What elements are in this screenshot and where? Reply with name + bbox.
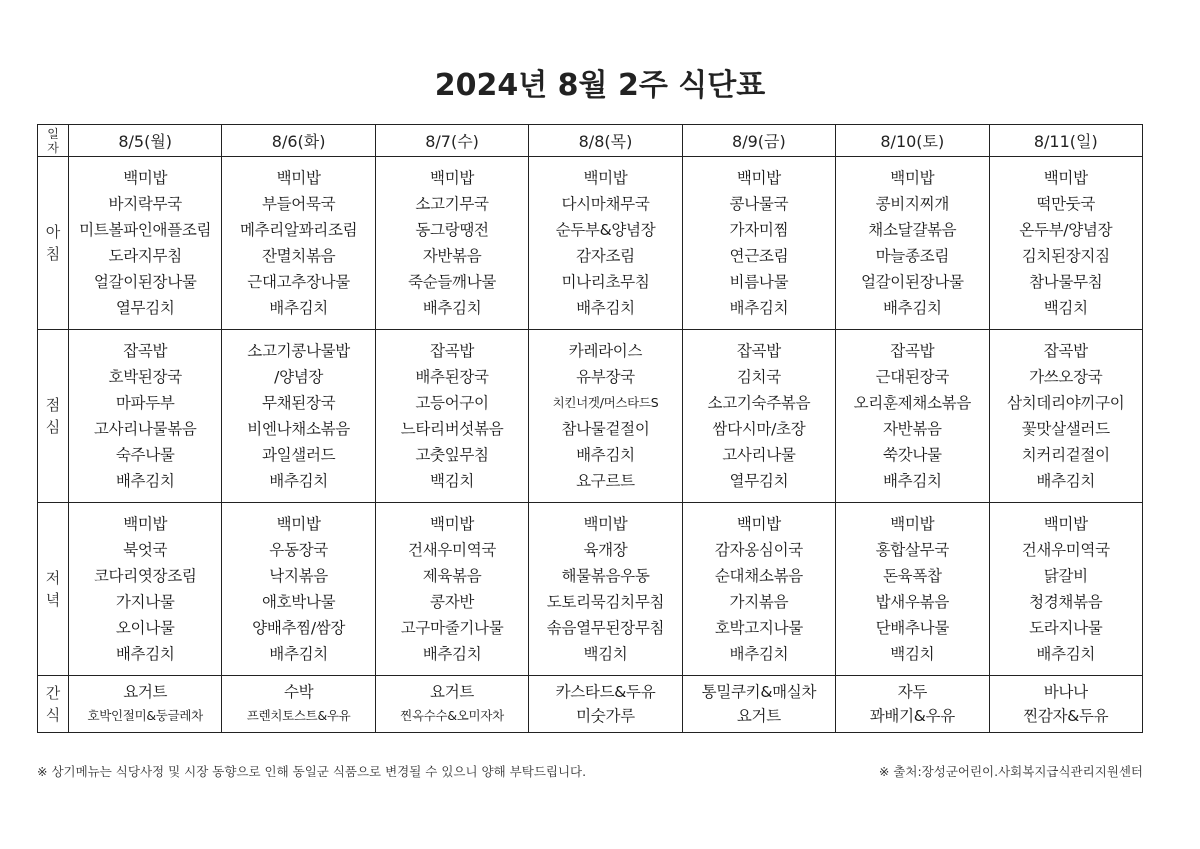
day-header: 8/11(일) xyxy=(989,125,1142,157)
menu-item: 잡곡밥 xyxy=(123,342,168,360)
day-menu-cell xyxy=(529,676,682,733)
menu-item: 고사리나물 xyxy=(722,446,796,464)
menu-item: 요거트 xyxy=(736,707,781,725)
menu-item: 콩비지찌개 xyxy=(875,195,949,213)
menu-list xyxy=(683,338,835,494)
menu-item: 꽃맛살샐러드 xyxy=(1021,420,1110,438)
day-menu-cell xyxy=(69,330,222,503)
menu-item: 콩자반 xyxy=(430,593,475,611)
day-header: 8/9(금) xyxy=(682,125,835,157)
menu-item: 육개장 xyxy=(583,541,628,559)
menu-item: 감자옹심이국 xyxy=(714,541,803,559)
menu-item: 프렌치토스트&우유 xyxy=(246,708,351,723)
meal-label-char: 침 xyxy=(45,245,61,263)
menu-item: 미나리초무침 xyxy=(561,273,650,291)
menu-item: 동그랑땡전 xyxy=(415,221,489,239)
meal-label-char: 간 xyxy=(45,684,61,702)
menu-item: 쌈다시마/초장 xyxy=(712,420,806,438)
meal-label-char: 점 xyxy=(45,396,61,414)
menu-item: 호박고지나물 xyxy=(714,619,803,637)
menu-item: 잡곡밥 xyxy=(430,342,475,360)
menu-item: 찐옥수수&오미자차 xyxy=(400,708,504,723)
menu-item: 도라지무침 xyxy=(108,247,182,265)
menu-item: 우동장국 xyxy=(269,541,328,559)
menu-item: 호박인절미&둥글레차 xyxy=(87,708,203,723)
menu-item: 백미밥 xyxy=(430,169,475,187)
menu-item: 유부장국 xyxy=(576,368,635,386)
menu-item: 코다리엿장조림 xyxy=(93,567,197,585)
menu-item: 얼갈이된장나물 xyxy=(860,273,964,291)
day-menu-cell xyxy=(69,676,222,733)
menu-item: 배추김치 xyxy=(269,472,328,490)
menu-item: 김치국 xyxy=(736,368,781,386)
menu-list xyxy=(376,511,528,667)
menu-item: 꽈배기&우유 xyxy=(869,707,955,725)
menu-list xyxy=(222,338,374,494)
day-menu-cell xyxy=(836,330,989,503)
menu-item: 죽순들깨나물 xyxy=(408,273,497,291)
menu-list xyxy=(376,165,528,321)
menu-item: 근대된장국 xyxy=(875,368,949,386)
menu-item: 백미밥 xyxy=(430,515,475,533)
menu-item: 치킨너겟/머스타드S xyxy=(552,395,659,410)
day-menu-cell xyxy=(989,503,1142,676)
day-menu-cell xyxy=(836,503,989,676)
day-menu-cell xyxy=(375,503,528,676)
menu-item: 백미밥 xyxy=(736,515,781,533)
meal-label-char: 심 xyxy=(45,418,61,436)
menu-item: 가지볶음 xyxy=(729,593,789,611)
menu-item: 단배추나물 xyxy=(875,619,949,637)
day-menu-cell xyxy=(529,330,682,503)
menu-item: 잔멸치볶음 xyxy=(261,247,336,265)
menu-item: 순대채소볶음 xyxy=(714,567,803,585)
meal-label-char: 식 xyxy=(45,706,61,724)
menu-item: 배추김치 xyxy=(422,299,482,317)
menu-list xyxy=(836,511,988,667)
menu-item: 가지나물 xyxy=(115,593,175,611)
menu-item: 삼치데리야끼구이 xyxy=(1007,394,1125,412)
day-menu-cell xyxy=(69,157,222,330)
day-menu-cell xyxy=(375,676,528,733)
menu-item: 건새우미역국 xyxy=(1021,541,1110,559)
menu-item: 소고기콩나물밥 xyxy=(247,342,350,360)
menu-item: 열무김치 xyxy=(115,299,175,317)
menu-list xyxy=(683,511,835,667)
meal-label-char: 녁 xyxy=(45,591,61,609)
menu-item: 미트볼파인애플조림 xyxy=(79,221,212,239)
menu-list xyxy=(990,338,1142,494)
menu-item: 가자미찜 xyxy=(729,221,789,239)
day-header: 8/7(수) xyxy=(375,125,528,157)
menu-item: 양배추찜/쌈장 xyxy=(252,619,346,637)
menu-item: 소고기숙주볶음 xyxy=(707,394,811,412)
meal-row xyxy=(38,157,1143,330)
menu-item: 열무김치 xyxy=(729,472,789,490)
menu-list xyxy=(836,165,988,321)
day-menu-cell xyxy=(529,157,682,330)
footer-source: ※ 출처:장성군어린이.사회복지급식관리지원센터 xyxy=(878,764,1143,779)
menu-list xyxy=(69,680,221,728)
menu-item: 근대고추장나물 xyxy=(247,273,350,291)
menu-item: 콩나물국 xyxy=(729,195,789,213)
day-menu-cell xyxy=(69,503,222,676)
menu-item: 백미밥 xyxy=(123,169,168,187)
menu-item: 백미밥 xyxy=(123,515,168,533)
meal-label xyxy=(38,330,69,503)
day-menu-cell xyxy=(222,676,375,733)
date-header-label-line: 자 xyxy=(47,140,59,155)
menu-item: 밥새우볶음 xyxy=(875,593,949,611)
menu-item: 과일샐러드 xyxy=(261,446,336,464)
day-menu-cell xyxy=(682,503,835,676)
menu-item: 홍합살무국 xyxy=(875,541,949,559)
meal-plan-table xyxy=(37,124,1143,733)
menu-item: 백미밥 xyxy=(276,169,321,187)
menu-item: 찐감자&두유 xyxy=(1023,707,1109,725)
menu-item: 순두부&양념장 xyxy=(555,221,656,239)
menu-item: 비엔나채소볶음 xyxy=(247,420,350,438)
menu-item: 오이나물 xyxy=(115,619,175,637)
menu-item: 요거트 xyxy=(123,683,168,701)
day-menu-cell xyxy=(222,330,375,503)
menu-item: 배추김치 xyxy=(269,645,328,663)
menu-list xyxy=(836,338,988,494)
menu-item: 백김치 xyxy=(1043,299,1088,317)
menu-item: 감자조림 xyxy=(576,247,635,265)
menu-item: 비름나물 xyxy=(729,273,789,291)
day-header: 8/10(토) xyxy=(836,125,989,157)
menu-item: 요거트 xyxy=(430,683,475,701)
menu-item: 백김치 xyxy=(430,472,475,490)
day-menu-cell xyxy=(989,676,1142,733)
menu-item: 김치된장지짐 xyxy=(1021,247,1110,265)
menu-item: 무채된장국 xyxy=(261,394,336,412)
menu-item: 떡만둣국 xyxy=(1036,195,1096,213)
menu-item: 배추김치 xyxy=(1036,645,1096,663)
date-header-label xyxy=(38,125,69,157)
menu-item: 다시마채무국 xyxy=(561,195,650,213)
day-menu-cell xyxy=(222,157,375,330)
menu-item: 백김치 xyxy=(890,645,935,663)
menu-item: 통밀쿠키&매실차 xyxy=(701,683,817,701)
menu-item: 바지락무국 xyxy=(108,195,182,213)
menu-item: 바나나 xyxy=(1043,683,1088,701)
day-menu-cell xyxy=(989,330,1142,503)
menu-item: 백미밥 xyxy=(890,515,935,533)
menu-item: 백미밥 xyxy=(1043,515,1088,533)
day-menu-cell xyxy=(682,330,835,503)
menu-list xyxy=(222,511,374,667)
menu-item: 카레라이스 xyxy=(568,342,643,360)
day-menu-cell xyxy=(682,157,835,330)
day-header: 8/5(월) xyxy=(69,125,222,157)
menu-item: 채소달걀볶음 xyxy=(868,221,957,239)
meal-label xyxy=(38,676,69,733)
menu-item: 고구마줄기나물 xyxy=(400,619,504,637)
menu-list xyxy=(222,165,374,321)
menu-item: 숙주나물 xyxy=(115,446,175,464)
menu-item: 쑥갓나물 xyxy=(882,446,942,464)
menu-list xyxy=(69,511,221,667)
menu-item: 부들어묵국 xyxy=(261,195,336,213)
menu-item: 잡곡밥 xyxy=(1043,342,1088,360)
day-menu-cell xyxy=(989,157,1142,330)
menu-item: 고춧잎무침 xyxy=(415,446,489,464)
menu-item: 백미밥 xyxy=(583,515,628,533)
menu-item: 카스타드&두유 xyxy=(555,683,656,701)
menu-list xyxy=(683,680,835,728)
menu-list xyxy=(990,165,1142,321)
menu-item: 소고기무국 xyxy=(415,195,489,213)
menu-item: 연근조림 xyxy=(729,247,789,265)
date-header-label-line: 일 xyxy=(47,126,59,141)
menu-item: 고사리나물볶음 xyxy=(93,420,197,438)
menu-item: 배추김치 xyxy=(269,299,328,317)
menu-item: 배추김치 xyxy=(115,472,175,490)
menu-item: 북엇국 xyxy=(123,541,168,559)
menu-item: 온두부/양념장 xyxy=(1019,221,1113,239)
menu-item: 자두 xyxy=(897,683,927,701)
meal-row xyxy=(38,676,1143,733)
menu-item: 배추김치 xyxy=(115,645,175,663)
menu-item: 건새우미역국 xyxy=(408,541,497,559)
day-menu-cell xyxy=(836,676,989,733)
menu-item: 고등어구이 xyxy=(415,394,489,412)
menu-item: 마파두부 xyxy=(115,394,175,412)
menu-item: 참나물무침 xyxy=(1029,273,1103,291)
menu-item: 메추리알꽈리조림 xyxy=(239,221,358,239)
menu-item: 배추김치 xyxy=(882,299,942,317)
menu-item: 낙지볶음 xyxy=(269,567,328,585)
menu-item: 백미밥 xyxy=(1043,169,1088,187)
menu-list xyxy=(69,165,221,321)
meal-label xyxy=(38,157,69,330)
menu-item: 백김치 xyxy=(583,645,628,663)
menu-item: 배추김치 xyxy=(576,299,635,317)
menu-item: 가쓰오장국 xyxy=(1029,368,1103,386)
day-menu-cell xyxy=(375,330,528,503)
menu-item: 자반볶음 xyxy=(422,247,482,265)
menu-item: 자반볶음 xyxy=(882,420,942,438)
menu-item: 수박 xyxy=(283,683,314,701)
page-title: 2024년 8월 2주 식단표 xyxy=(434,68,766,103)
meal-row xyxy=(38,330,1143,503)
menu-item: 오리훈제채소볶음 xyxy=(853,394,972,412)
menu-item: 미숫가루 xyxy=(576,707,635,725)
menu-item: 백미밥 xyxy=(890,169,935,187)
day-header: 8/8(목) xyxy=(529,125,682,157)
menu-item: 배추김치 xyxy=(882,472,942,490)
date-header-row xyxy=(38,125,1143,157)
menu-list xyxy=(376,338,528,494)
menu-list xyxy=(529,511,681,667)
menu-item: 제육볶음 xyxy=(422,567,482,585)
meal-label-char: 저 xyxy=(45,569,61,587)
menu-item: 얼갈이된장나물 xyxy=(93,273,197,291)
menu-item: 배추된장국 xyxy=(415,368,489,386)
menu-list xyxy=(836,680,988,728)
menu-list xyxy=(683,165,835,321)
menu-item: 요구르트 xyxy=(576,472,635,490)
day-menu-cell xyxy=(375,157,528,330)
menu-item: 잡곡밥 xyxy=(890,342,935,360)
menu-item: 배추김치 xyxy=(729,645,789,663)
meal-label xyxy=(38,503,69,676)
menu-list xyxy=(990,680,1142,728)
day-menu-cell xyxy=(682,676,835,733)
menu-item: 느타리버섯볶음 xyxy=(400,420,504,438)
menu-item: 솎음열무된장무침 xyxy=(546,619,665,637)
menu-list xyxy=(990,511,1142,667)
menu-item: 도라지나물 xyxy=(1029,619,1103,637)
meal-label-char: 아 xyxy=(45,223,61,241)
menu-item: 참나물겉절이 xyxy=(561,420,650,438)
menu-item: 잡곡밥 xyxy=(736,342,781,360)
day-menu-cell xyxy=(222,503,375,676)
menu-item: 해물볶음우동 xyxy=(561,567,650,585)
menu-item: 치커리겉절이 xyxy=(1021,446,1110,464)
menu-item: 배추김치 xyxy=(1036,472,1096,490)
day-header: 8/6(화) xyxy=(222,125,375,157)
footer-note: ※ 상기메뉴는 식당사정 및 시장 동향으로 인해 동일군 식품으로 변경될 수 있으니 양해 부탁드립니다. xyxy=(37,764,587,779)
menu-item: 청경채볶음 xyxy=(1029,593,1103,611)
menu-item: /양념장 xyxy=(274,368,324,386)
menu-list xyxy=(222,680,374,728)
menu-item: 호박된장국 xyxy=(108,368,182,386)
menu-item: 배추김치 xyxy=(576,446,635,464)
menu-list xyxy=(529,165,681,321)
menu-item: 닭갈비 xyxy=(1043,567,1088,585)
menu-list xyxy=(529,338,681,494)
menu-item: 돈육폭찹 xyxy=(882,567,942,585)
menu-item: 백미밥 xyxy=(736,169,781,187)
menu-item: 백미밥 xyxy=(276,515,321,533)
menu-item: 마늘종조림 xyxy=(875,247,949,265)
menu-item: 애호박나물 xyxy=(261,593,336,611)
meal-row xyxy=(38,503,1143,676)
day-menu-cell xyxy=(529,503,682,676)
menu-item: 배추김치 xyxy=(422,645,482,663)
menu-list xyxy=(529,680,681,728)
menu-item: 배추김치 xyxy=(729,299,789,317)
menu-list xyxy=(69,338,221,494)
menu-item: 도토리묵김치무침 xyxy=(546,593,665,611)
menu-item: 백미밥 xyxy=(583,169,628,187)
menu-list xyxy=(376,680,528,728)
day-menu-cell xyxy=(836,157,989,330)
